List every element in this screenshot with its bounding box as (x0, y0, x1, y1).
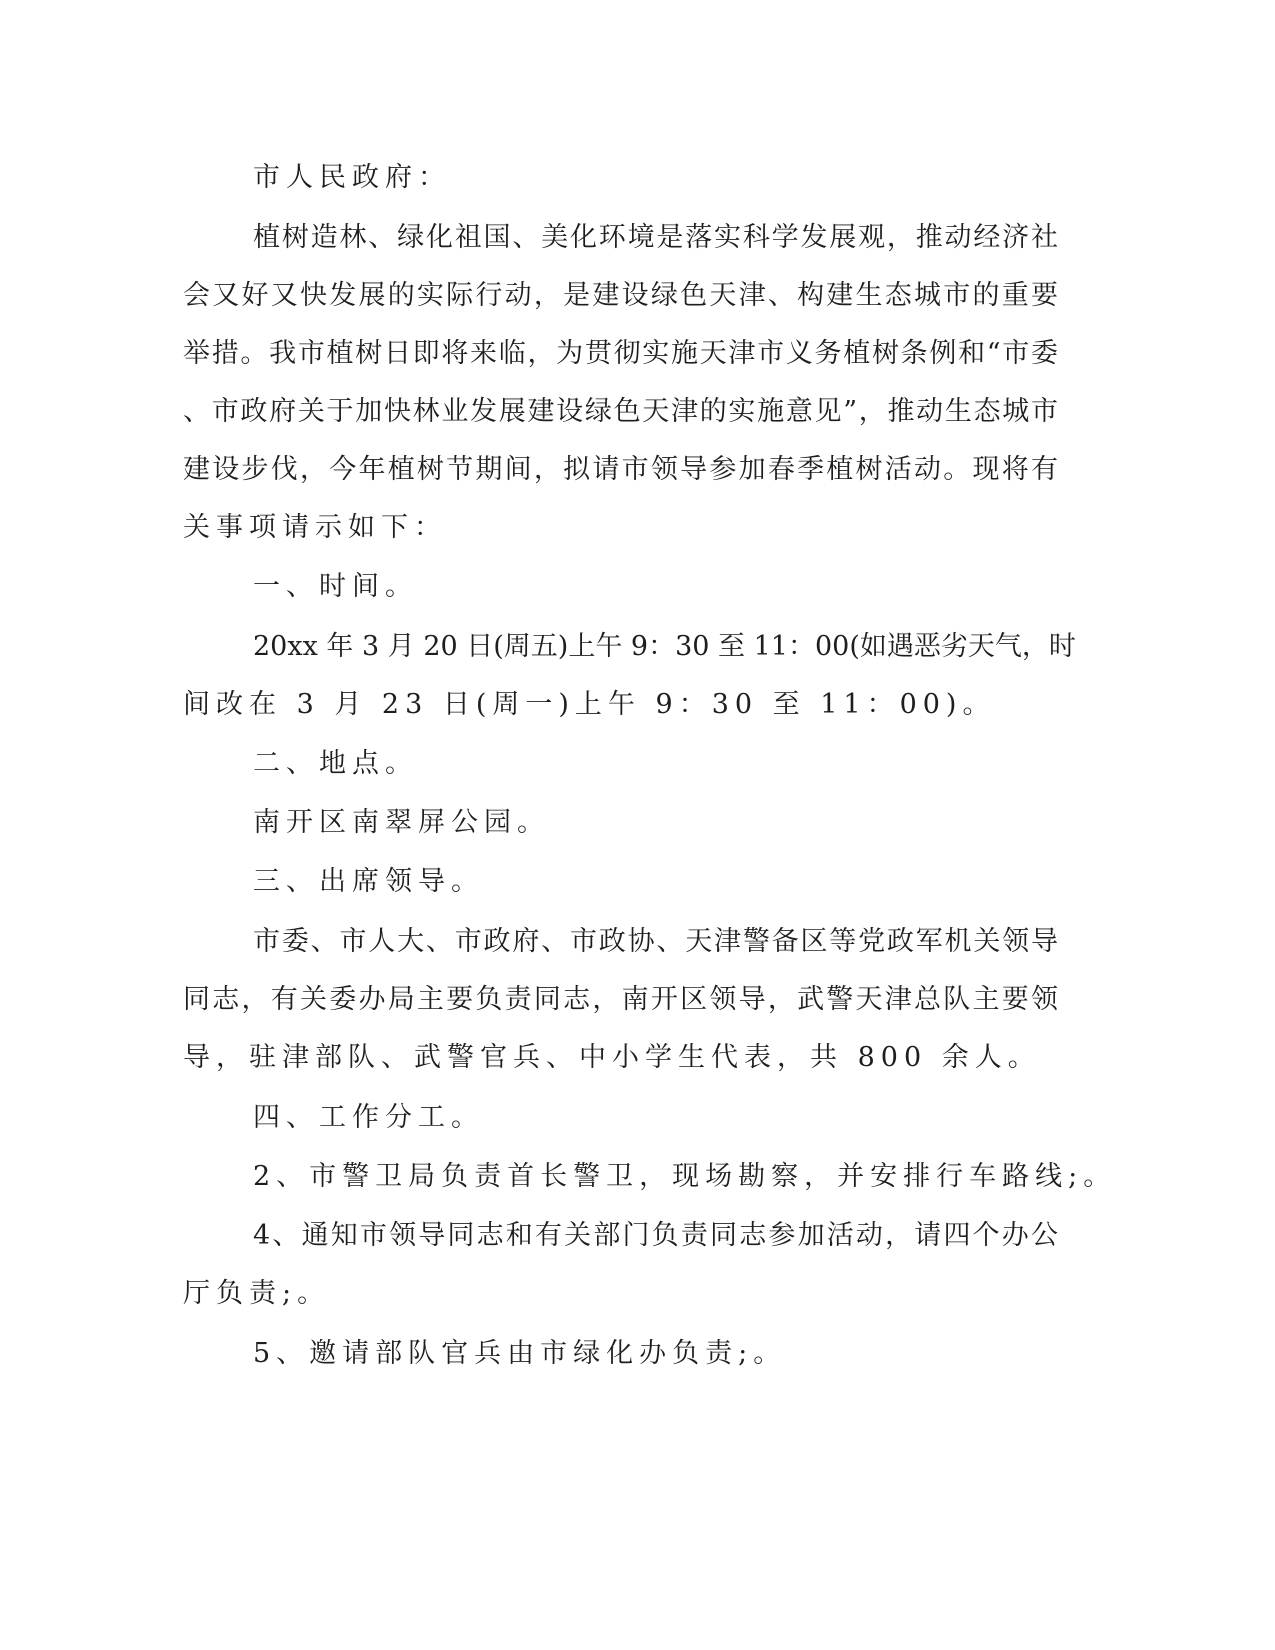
division-item-4-line-2: 厅负责;。 (183, 1278, 331, 1309)
section-heading-time: 一、时间。 (253, 571, 418, 602)
intro-line-6: 关事项请示如下： (183, 512, 447, 543)
section-heading-location: 二、地点。 (253, 748, 418, 779)
leaders-line-1: 市委、市人大、市政府、市政协、天津警备区等党政军机关领导 (253, 926, 1058, 957)
division-item-2: 2、市警卫局负责首长警卫，现场勘察，并安排行车路线;。 (253, 1161, 1117, 1192)
intro-line-2: 会又好又快发展的实际行动，是建设绿色天津、构建生态城市的重要 (183, 280, 1058, 311)
leaders-line-3: 导，驻津部队、武警官兵、中小学生代表，共 800 余人。 (183, 1042, 1041, 1073)
time-line-2: 间改在 3 月 23 日(周一)上午 9：30 至 11：00)。 (183, 689, 996, 720)
section-heading-leaders: 三、出席领导。 (253, 866, 484, 897)
intro-line-3: 举措。我市植树日即将来临，为贯彻实施天津市义务植树条例和“市委 (183, 338, 1058, 369)
division-item-5: 5、邀请部队官兵由市绿化办负责;。 (253, 1338, 787, 1369)
leaders-line-2: 同志，有关委办局主要负责同志，南开区领导，武警天津总队主要领 (183, 984, 1058, 1015)
intro-line-1: 植树造林、绿化祖国、美化环境是落实科学发展观，推动经济社 (253, 222, 1058, 253)
location-line: 南开区南翠屏公园。 (253, 807, 550, 838)
intro-line-5: 建设步伐，今年植树节期间，拟请市领导参加春季植树活动。现将有 (183, 454, 1058, 485)
salutation: 市人民政府： (253, 162, 451, 193)
division-item-4-line-1: 4、通知市领导同志和有关部门负责同志参加活动，请四个办公 (253, 1220, 1058, 1251)
intro-line-4: 、市政府关于加快林业发展建设绿色天津的实施意见”，推动生态城市 (183, 396, 1058, 427)
section-heading-division: 四、工作分工。 (253, 1102, 484, 1133)
time-line-1: 20xx 年 3 月 20 日(周五)上午 9：30 至 11：00(如遇恶劣天气，时 (253, 631, 1076, 662)
